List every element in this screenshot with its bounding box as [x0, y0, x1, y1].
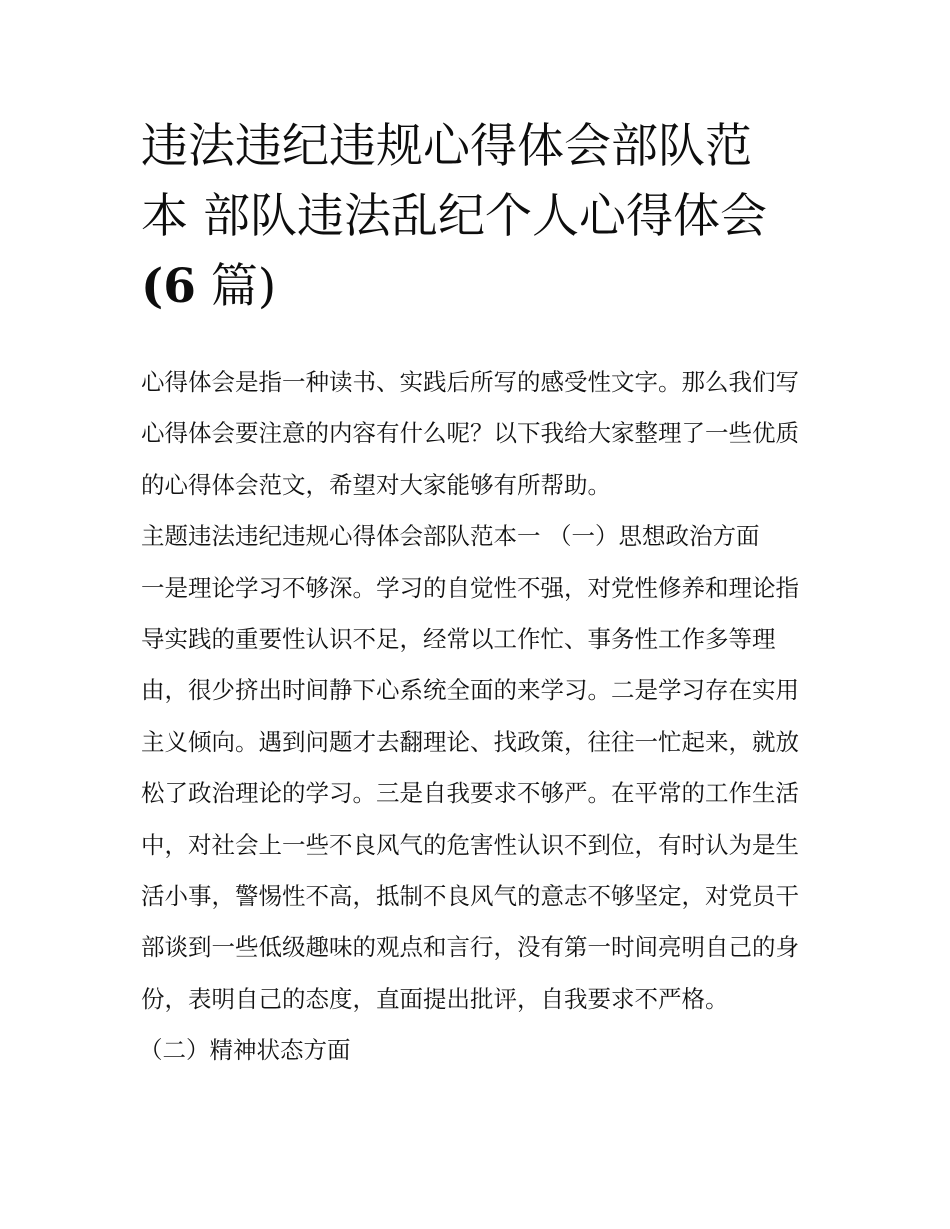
intro-paragraph: 心得体会是指一种读书、实践后所写的感受性文字。那么我们写心得体会要注意的内容有什么呢？以下我给大家整理了一些优质的心得体会范文，希望对大家能够有所帮助。 — [141, 368, 799, 499]
body-paragraph: 一是理论学习不够深。学习的自觉性不强，对党性修养和理论指导实践的重要性认识不足，经常以工作忙、事务性工作多等理由，很少挤出时间静下心系统全面的来学习。二是学习存在实用主义倾向。遇到问题才去翻理论、找政策，往往一忙起来，就放松了政治理论的学习。三是自我要求不够严。在平常的工作生活中，对社会上一些不良风气的危害性认识不到位，有时认为是生活小事，警惕性不高，抵制不良风气的意志不够坚定，对党员干部谈到一些低级趣味的观点和言行，没有第一时间亮明自己的身份，表明自己的态度，直面提出批评，自我要求不严格。 — [141, 573, 799, 1013]
title-count-text: 篇) — [195, 259, 277, 314]
section-heading-2: （二）精神状态方面 — [139, 1036, 351, 1065]
title-count-number: (6 — [141, 259, 196, 314]
title-line-2: 本 部队违法乱纪个人心得体会 — [141, 189, 767, 244]
section-heading-1: 主题违法违纪违规心得体会部队范本一 （一）思想政治方面 — [141, 522, 760, 551]
title-line-1: 违法违纪违规心得体会部队范 — [141, 119, 752, 174]
document-body — [141, 357, 821, 1077]
document-title — [141, 112, 821, 322]
